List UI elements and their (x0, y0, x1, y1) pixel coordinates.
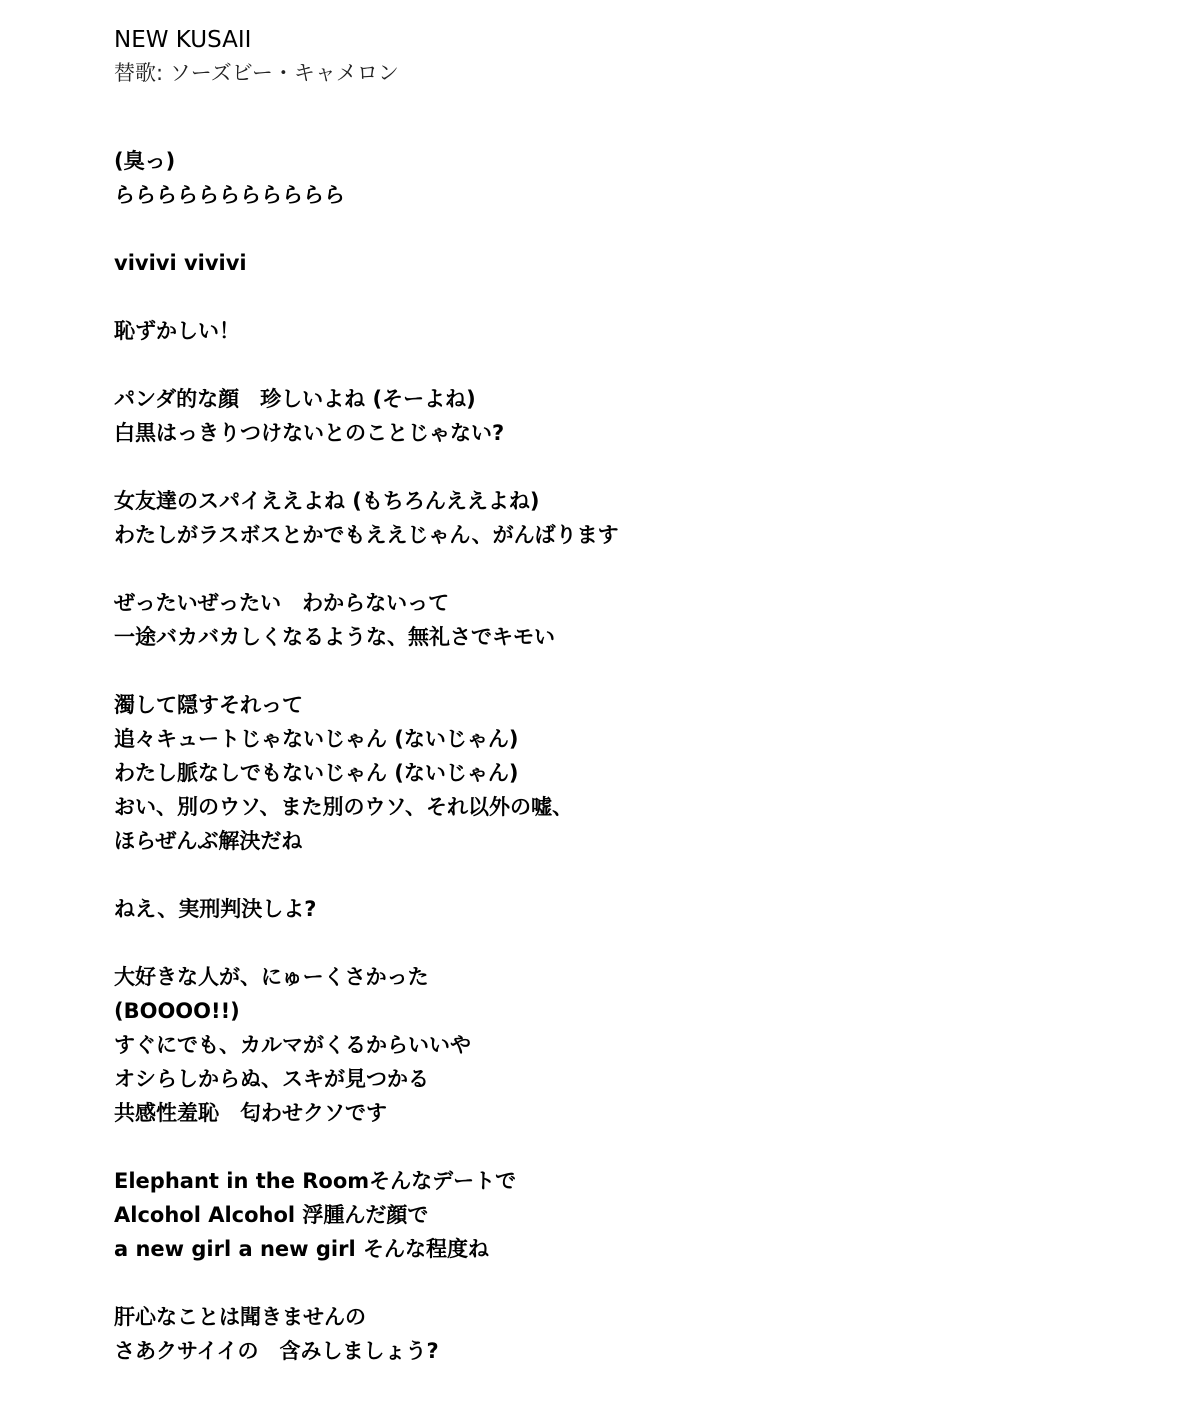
stanza (114, 960, 1114, 1130)
lyric-line: オシらしからぬ、スキが見つかる (114, 1067, 429, 1091)
lyric-line: Elephant in the Roomそんなデートで (114, 1169, 517, 1193)
stanza (114, 586, 1114, 654)
lyric-line: 大好きな人が、にゅーくさかった (114, 965, 429, 989)
lyric-line: おい、別のウソ、また別のウソ、それ以外の嘘、 (114, 795, 574, 819)
song-subtitle: 替歌: ソーズビー・キャメロン (114, 61, 399, 85)
lyric-line: 女友達のスパイええよね (もちろんええよね) (114, 489, 540, 513)
lyric-line: パンダ的な顔 珍しいよね (そーよね) (114, 387, 476, 411)
stanza (114, 1300, 1114, 1368)
stanza (114, 1164, 1114, 1266)
lyric-line: ららららららららららら (114, 183, 345, 207)
lyric-line: 一途バカバカしくなるような、無礼さでキモい (114, 625, 555, 649)
lyric-line: わたし脈なしでもないじゃん (ないじゃん) (114, 761, 519, 785)
lyric-line: ぜったいぜったい わからないって (114, 591, 450, 615)
lyric-line: ねえ、実刑判決しよ? (114, 897, 317, 921)
lyrics (114, 144, 1114, 1368)
lyric-line: (臭っ) (114, 149, 176, 173)
lyric-line: Alcohol Alcohol 浮腫んだ顔で (114, 1203, 429, 1227)
lyric-line: (BOOOO!!) (114, 999, 240, 1023)
stanza (114, 484, 1114, 552)
lyric-line: 濁して隠すそれって (114, 693, 303, 717)
lyric-line: さあクサイイの 含みしましょう? (114, 1339, 439, 1363)
lyric-line: 肝心なことは聞きませんの (114, 1305, 366, 1329)
lyric-line: ほらぜんぶ解決だね (114, 829, 303, 853)
lyric-line: vivivi vivivi (114, 251, 247, 275)
stanza (114, 688, 1114, 858)
song-title: NEW KUSAII (114, 27, 252, 53)
lyric-line: 白黒はっきりつけないとのことじゃない? (114, 421, 505, 445)
lyric-line: 恥ずかしい！ (114, 319, 240, 343)
lyric-line: 共感性羞恥 匂わせクソです (114, 1101, 387, 1125)
lyric-line: すぐにでも、カルマがくるからいいや (114, 1033, 471, 1057)
lyric-line: a new girl a new girl そんな程度ね (114, 1237, 489, 1261)
document-body (114, 24, 1114, 1402)
stanza (114, 314, 1114, 348)
lyric-line: わたしがラスボスとかでもええじゃん、がんばります (114, 523, 619, 547)
stanza (114, 382, 1114, 450)
stanza (114, 892, 1114, 926)
stanza (114, 246, 1114, 280)
stanza (114, 144, 1114, 212)
lyric-line: 追々キュートじゃないじゃん (ないじゃん) (114, 727, 519, 751)
